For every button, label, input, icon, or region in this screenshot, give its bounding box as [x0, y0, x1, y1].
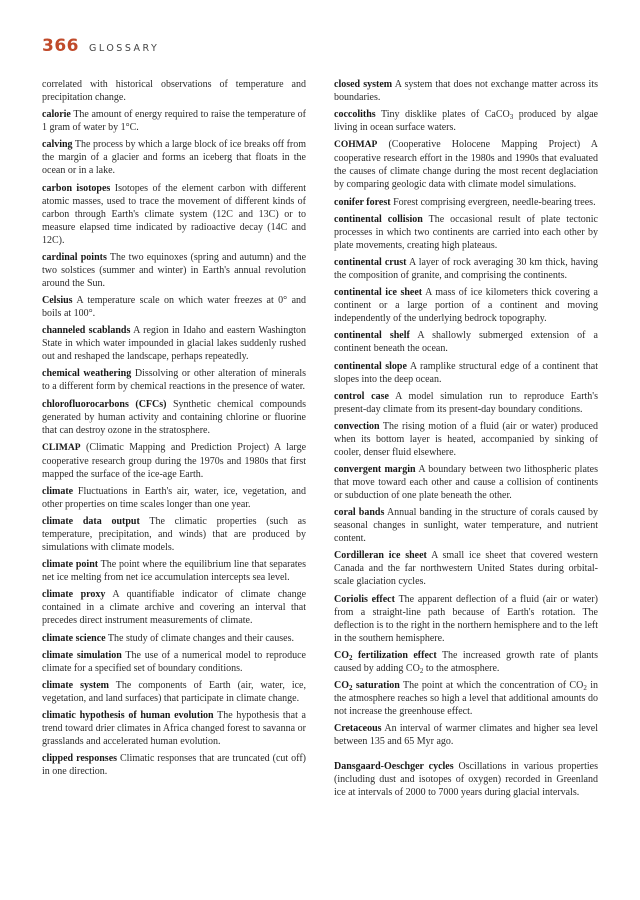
glossary-definition: Forest comprising evergreen, needle-bearing trees.	[393, 196, 596, 208]
glossary-term: climate simulation	[42, 649, 122, 661]
glossary-entry	[42, 588, 306, 627]
glossary-entry	[42, 441, 306, 481]
glossary-term: CLIMAP	[42, 442, 81, 453]
glossary-term: convection	[334, 420, 380, 432]
glossary-entry	[334, 463, 598, 502]
glossary-term: clipped responses	[42, 753, 118, 765]
glossary-entry	[42, 515, 306, 554]
glossary-term: $CO_2$ fertilization effect	[334, 649, 437, 662]
glossary-entry	[42, 709, 306, 748]
glossary-definition: (Cooperative Holocene Mapping Project) A cooperative research effort in the 1980s and 1990s that evaluated the causes of climate change during the most recent deglaciation by comparing geologic data with climate model simulations.	[334, 139, 599, 191]
glossary-term: carbon isotopes	[42, 182, 111, 194]
glossary-term: coral bands	[334, 507, 385, 519]
glossary-definition: The point at which the concentration of $CO_2$ in the atmosphere reaches so high a level that additional amounts do not increase the greenhouse effect.	[334, 680, 598, 717]
glossary-term: Cordilleran ice sheet	[334, 550, 427, 562]
glossary-entry	[42, 649, 306, 675]
glossary-entry	[334, 196, 598, 209]
glossary-term: continental collision	[334, 213, 423, 225]
glossary-entry	[334, 360, 598, 386]
glossary-entry	[42, 679, 306, 705]
glossary-entry	[334, 679, 598, 718]
glossary-definition: Fluctuations in Earth's air, water, ice, vegetation, and other properties on time scales longer than one year.	[42, 485, 306, 510]
glossary-term: continental ice sheet	[334, 287, 423, 299]
glossary-entry	[334, 390, 598, 416]
glossary-term: cardinal points	[42, 251, 107, 263]
glossary-term: control case	[334, 390, 389, 402]
glossary-term: coccoliths	[334, 109, 376, 121]
glossary-entry	[334, 420, 598, 459]
glossary-term: COHMAP	[334, 140, 378, 151]
glossary-term: chemical weathering	[42, 368, 132, 380]
glossary-term: climate point	[42, 559, 99, 571]
glossary-entry	[334, 506, 598, 545]
glossary-entry	[334, 549, 598, 588]
glossary-definition: The two equinoxes (spring and autumn) and the two solstices (summer and winter) in Earth's annual revolution around the Sun.	[42, 251, 307, 289]
glossary-term: conifer forest	[334, 196, 391, 208]
glossary-definition: The amount of energy required to raise the temperature of 1 gram of water by 1°C.	[42, 109, 306, 134]
glossary-definition: A model simulation run to reproduce Earth's present-day climate from its present-day boundary conditions.	[334, 390, 599, 415]
glossary-definition: A region in Idaho and eastern Washington State in which water impounded in glacial lakes suddenly rushed out and reshaped the landscape, perhaps repeatedly.	[42, 325, 306, 363]
glossary-entry	[42, 324, 306, 363]
glossary-definition: The apparent deflection of a fluid (air or water) from a straight-line path because of Earth's rotation. The deflection is to the right in the northern hemisphere and to the left in the southern hemisphere.	[334, 593, 599, 644]
glossary-entry	[334, 593, 598, 645]
glossary-column-right	[334, 78, 598, 803]
glossary-definition: Dissolving or other alteration of minerals to a different form by chemical reactions in the presence of water.	[42, 368, 306, 393]
glossary-definition: The use of a numerical model to reproduce climate for a specified set of boundary conditions.	[42, 649, 306, 674]
glossary-term: climate science	[42, 632, 106, 644]
glossary-term: continental shelf	[334, 330, 410, 342]
glossary-term: channeled scablands	[42, 325, 131, 337]
glossary-term: climate proxy	[42, 589, 106, 601]
glossary-entry	[42, 398, 306, 437]
glossary-entry	[334, 256, 598, 282]
glossary-definition: Isotopes of the element carbon with different atomic masses, used to trace the movement of different kinds of carbon through Earth's climate system (12C and 13C) or to measure elapsed time indicated by radioactive decay (14C and 12C).	[42, 182, 306, 246]
glossary-entry	[334, 722, 598, 748]
glossary-definition: A shallowly submerged extension of a continent beneath the ocean.	[334, 330, 598, 355]
glossary-definition: Annual banding in the structure of corals caused by seasonal changes in sunlight, water temperature, and nutrient content.	[334, 507, 598, 545]
glossary-definition: The climatic properties (such as temperature, precipitation, and winds) that are produced by simulations with climate models.	[42, 516, 306, 554]
glossary-definition: The occasional result of plate tectonic processes in which two continents are carried into each other by plate movements, creating high plateaus.	[334, 213, 598, 251]
glossary-entry	[42, 294, 306, 320]
glossary-entry	[42, 558, 306, 584]
glossary-definition: Synthetic chemical compounds generated by human activity and containing chlorine or fluorine that can destroy ozone in the stratosphere.	[42, 398, 306, 436]
glossary-entry	[334, 108, 598, 134]
glossary-definition: Climatic responses that are truncated (cut off) in one direction.	[42, 753, 306, 778]
glossary-definition: Tiny disklike plates of CaCO$_3$ produced by algae living in ocean surface waters.	[334, 109, 598, 134]
glossary-definition: The hypothesis that a trend toward drier climates in Africa changed forest to savanna or grasslands and accelerated human evolution.	[42, 710, 306, 748]
glossary-term: continental slope	[334, 360, 407, 372]
glossary-entry	[42, 182, 306, 247]
glossary-term: Cretaceous	[334, 723, 382, 735]
glossary-definition: A quantifiable indicator of climate change contained in a climate archive and covering an interval that precedes direct instrument measurements of climate.	[42, 589, 307, 627]
glossary-definition: A layer of rock averaging 30 km thick, having the composition of granite, and comprising the continents.	[334, 256, 598, 281]
glossary-term: climate data output	[42, 516, 140, 528]
glossary-entry	[42, 367, 306, 393]
glossary-term: chlorofluorocarbons (CFCs)	[42, 398, 167, 410]
glossary-definition: A small ice sheet that covered western Canada and the far northwestern United States during orbital-scale glaciation cycles.	[334, 550, 599, 588]
glossary-term: $CO_2$ saturation	[334, 680, 400, 692]
glossary-entry	[42, 138, 306, 177]
glossary-column-left	[42, 78, 306, 783]
glossary-term: closed system	[334, 79, 393, 90]
glossary-entry	[334, 760, 598, 799]
glossary-definition: The rising motion of a fluid (air or water) produced when its bottom layer is heated, accompanied by sinking of cooler, denser fluid elsewhere.	[334, 420, 598, 458]
glossary-definition: A mass of ice kilometers thick covering a continent or a large portion of a continent and moving independently of the underlying bedrock topography.	[334, 287, 598, 325]
glossary-term: convergent margin	[334, 464, 416, 476]
glossary-term: climate	[42, 485, 74, 497]
glossary-definition: The process by which a large block of ice breaks off from the margin of a glacier and forms an iceberg that floats in the ocean or in a lake.	[42, 139, 307, 177]
glossary-term: climatic hypothesis of human evolution	[42, 710, 214, 722]
continuation-text: correlated with historical observations of temperature and precipitation change.	[42, 79, 306, 103]
glossary-entry	[42, 251, 306, 290]
glossary-definition: A ramplike structural edge of a continent that slopes into the deep ocean.	[334, 360, 599, 385]
glossary-term: Coriolis effect	[334, 593, 395, 605]
glossary-term: Dansgaard-Oeschger cycles	[334, 761, 454, 773]
page-number: 366	[42, 36, 79, 56]
glossary-entry	[42, 108, 306, 134]
running-head: GLOSSARY	[89, 43, 160, 54]
glossary-entry	[334, 78, 598, 104]
glossary-entry	[42, 752, 306, 778]
glossary-entry	[42, 632, 306, 645]
glossary-entry	[42, 485, 306, 511]
glossary-definition: The components of Earth (air, water, ice, vegetation, and land surfaces) that participate in climate change.	[42, 680, 306, 704]
glossary-definition: An interval of warmer climates and higher sea level between 135 and 65 Myr ago.	[334, 723, 598, 748]
glossary-definition: Oscillations in various properties (including dust and isotopes of oxygen) recorded in Greenland ice at intervals of 2000 to 7000 years during glacial intervals.	[334, 761, 598, 799]
glossary-entry	[334, 329, 598, 355]
glossary-definition: The increased growth rate of plants caused by adding $CO_2$ to the atmosphere.	[334, 649, 598, 675]
glossary-definition: A system that does not exchange matter across its boundaries.	[334, 79, 598, 103]
glossary-definition: A temperature scale on which water freezes at 0° and boils at 100°.	[42, 294, 307, 319]
glossary-term: calving	[42, 139, 73, 151]
glossary-entry	[334, 138, 598, 191]
glossary-definition: A boundary between two lithospheric plates that move toward each other and cause a collision of continents or subduction of one plate beneath the other.	[334, 464, 598, 502]
glossary-definition: The point where the equilibrium line that separates net ice melting from net ice accumulation intercepts sea level.	[42, 559, 307, 584]
glossary-definition: (Climatic Mapping and Prediction Project) A large cooperative research group during the 1970s and 1980s that first mapped the surface of the ice-age Earth.	[42, 441, 307, 480]
glossary-term: Celsius	[42, 294, 73, 306]
glossary-entry	[334, 286, 598, 325]
page-header	[42, 36, 159, 56]
glossary-term: climate system	[42, 680, 109, 691]
glossary-term: calorie	[42, 109, 71, 121]
glossary-entry	[334, 649, 598, 675]
glossary-term: continental crust	[334, 256, 407, 268]
glossary-entry	[334, 213, 598, 252]
glossary-definition: The study of climate changes and their causes.	[107, 632, 294, 644]
